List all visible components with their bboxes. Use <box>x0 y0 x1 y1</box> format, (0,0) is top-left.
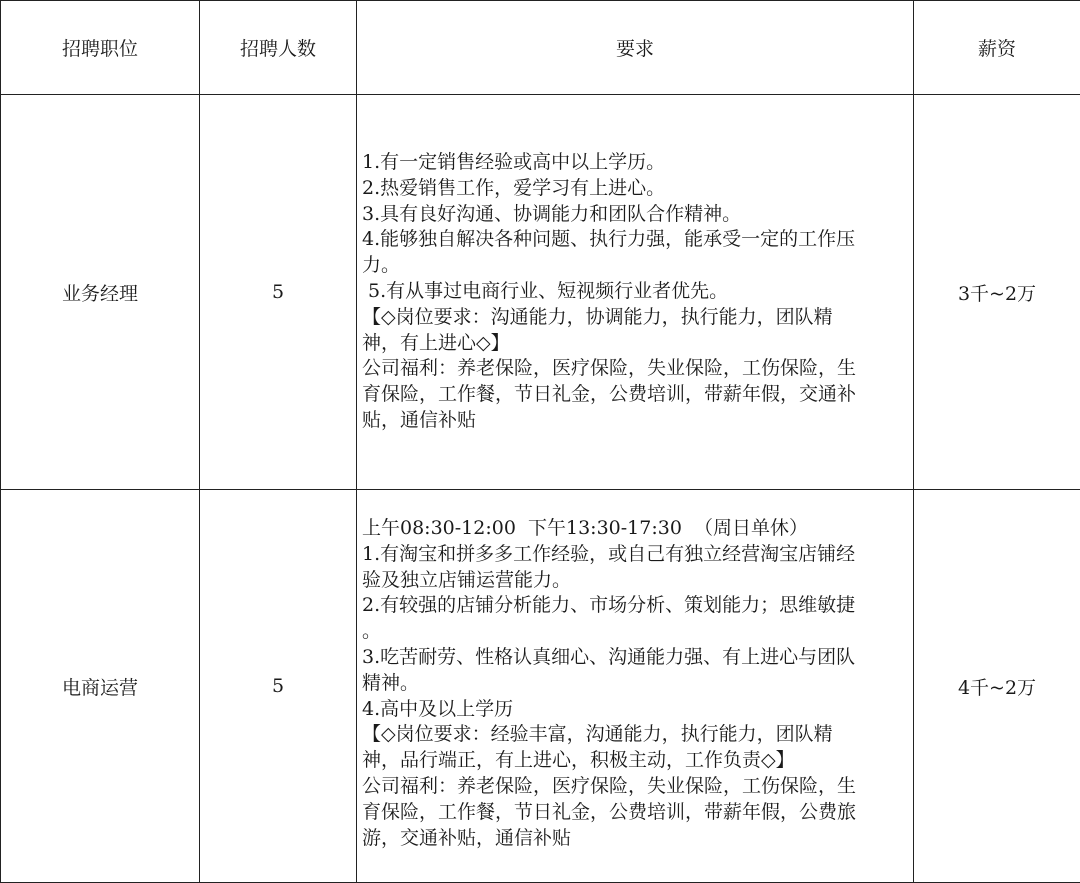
requirement-line: 【◇岗位要求：经验丰富，沟通能力，执行能力，团队精 <box>362 723 833 746</box>
position-cell: 业务经理 <box>1 95 200 490</box>
requirement-line: 1.有一定销售经验或高中以上学历。 <box>362 151 666 173</box>
table-row <box>1 95 1080 490</box>
requirement-line: 神，有上进心◇】 <box>362 331 510 354</box>
requirement-line: 4.能够独自解决各种问题、执行力强，能承受一定的工作压 <box>362 228 856 251</box>
requirement-line: 3.具有良好沟通、协调能力和团队合作精神。 <box>362 202 742 225</box>
position-cell: 电商运营 <box>1 490 200 883</box>
header-position: 招聘职位 <box>1 1 200 95</box>
requirement-line: 2.有较强的店铺分析能力、市场分析、策划能力；思维敏捷 <box>362 594 856 617</box>
requirement-line: 2.热爱销售工作，爱学习有上进心。 <box>362 176 666 199</box>
requirement-line: 公司福利：养老保险，医疗保险，失业保险，工伤保险，生 <box>362 774 857 797</box>
requirement-line: 3.吃苦耐劳、性格认真细心、沟通能力强、有上进心与团队 <box>362 645 856 668</box>
requirement-line: 。 <box>362 620 382 643</box>
table-row <box>1 490 1080 883</box>
requirement-line: 游，交通补贴，通信补贴 <box>362 826 572 849</box>
requirement-line: 育保险，工作餐，节日礼金，公费培训，带薪年假，交通补 <box>362 383 857 406</box>
requirement-line: 育保险，工作餐，节日礼金，公费培训，带薪年假，公费旅 <box>362 800 857 823</box>
requirement-line: 验及独立店铺运营能力。 <box>362 568 572 591</box>
requirement-line: 公司福利：养老保险，医疗保险，失业保险，工伤保险，生 <box>362 357 857 380</box>
requirement-line: 神，品行端正，有上进心，积极主动，工作负责◇】 <box>362 749 795 772</box>
requirement-line: 贴，通信补贴 <box>362 408 477 431</box>
requirement-line: 力。 <box>362 254 401 277</box>
requirement-line: 精神。 <box>362 671 420 694</box>
salary-cell: 4千~2万 <box>914 490 1080 883</box>
requirement-line: 【◇岗位要求：沟通能力，协调能力，执行能力，团队精 <box>362 305 833 328</box>
requirements-list <box>357 490 913 851</box>
requirements-cell <box>357 95 914 490</box>
salary-cell: 3千~2万 <box>914 95 1080 490</box>
requirement-line: 4.高中及以上学历 <box>362 697 514 720</box>
header-count: 招聘人数 <box>200 1 357 95</box>
requirements-list <box>357 95 913 434</box>
count-cell: 5 <box>200 95 357 490</box>
requirements-cell <box>357 490 914 883</box>
requirement-line: 1.有淘宝和拼多多工作经验，或自己有独立经营淘宝店铺经 <box>362 542 856 565</box>
requirement-line: 上午08:30-12:00 下午13:30-17:30 （周日单休） <box>362 517 809 539</box>
table-header-row <box>1 1 1080 95</box>
count-cell: 5 <box>200 490 357 883</box>
header-requirements: 要求 <box>357 1 914 95</box>
requirement-line: 5.有从事过电商行业、短视频行业者优先。 <box>362 279 729 302</box>
header-salary: 薪资 <box>914 1 1080 95</box>
